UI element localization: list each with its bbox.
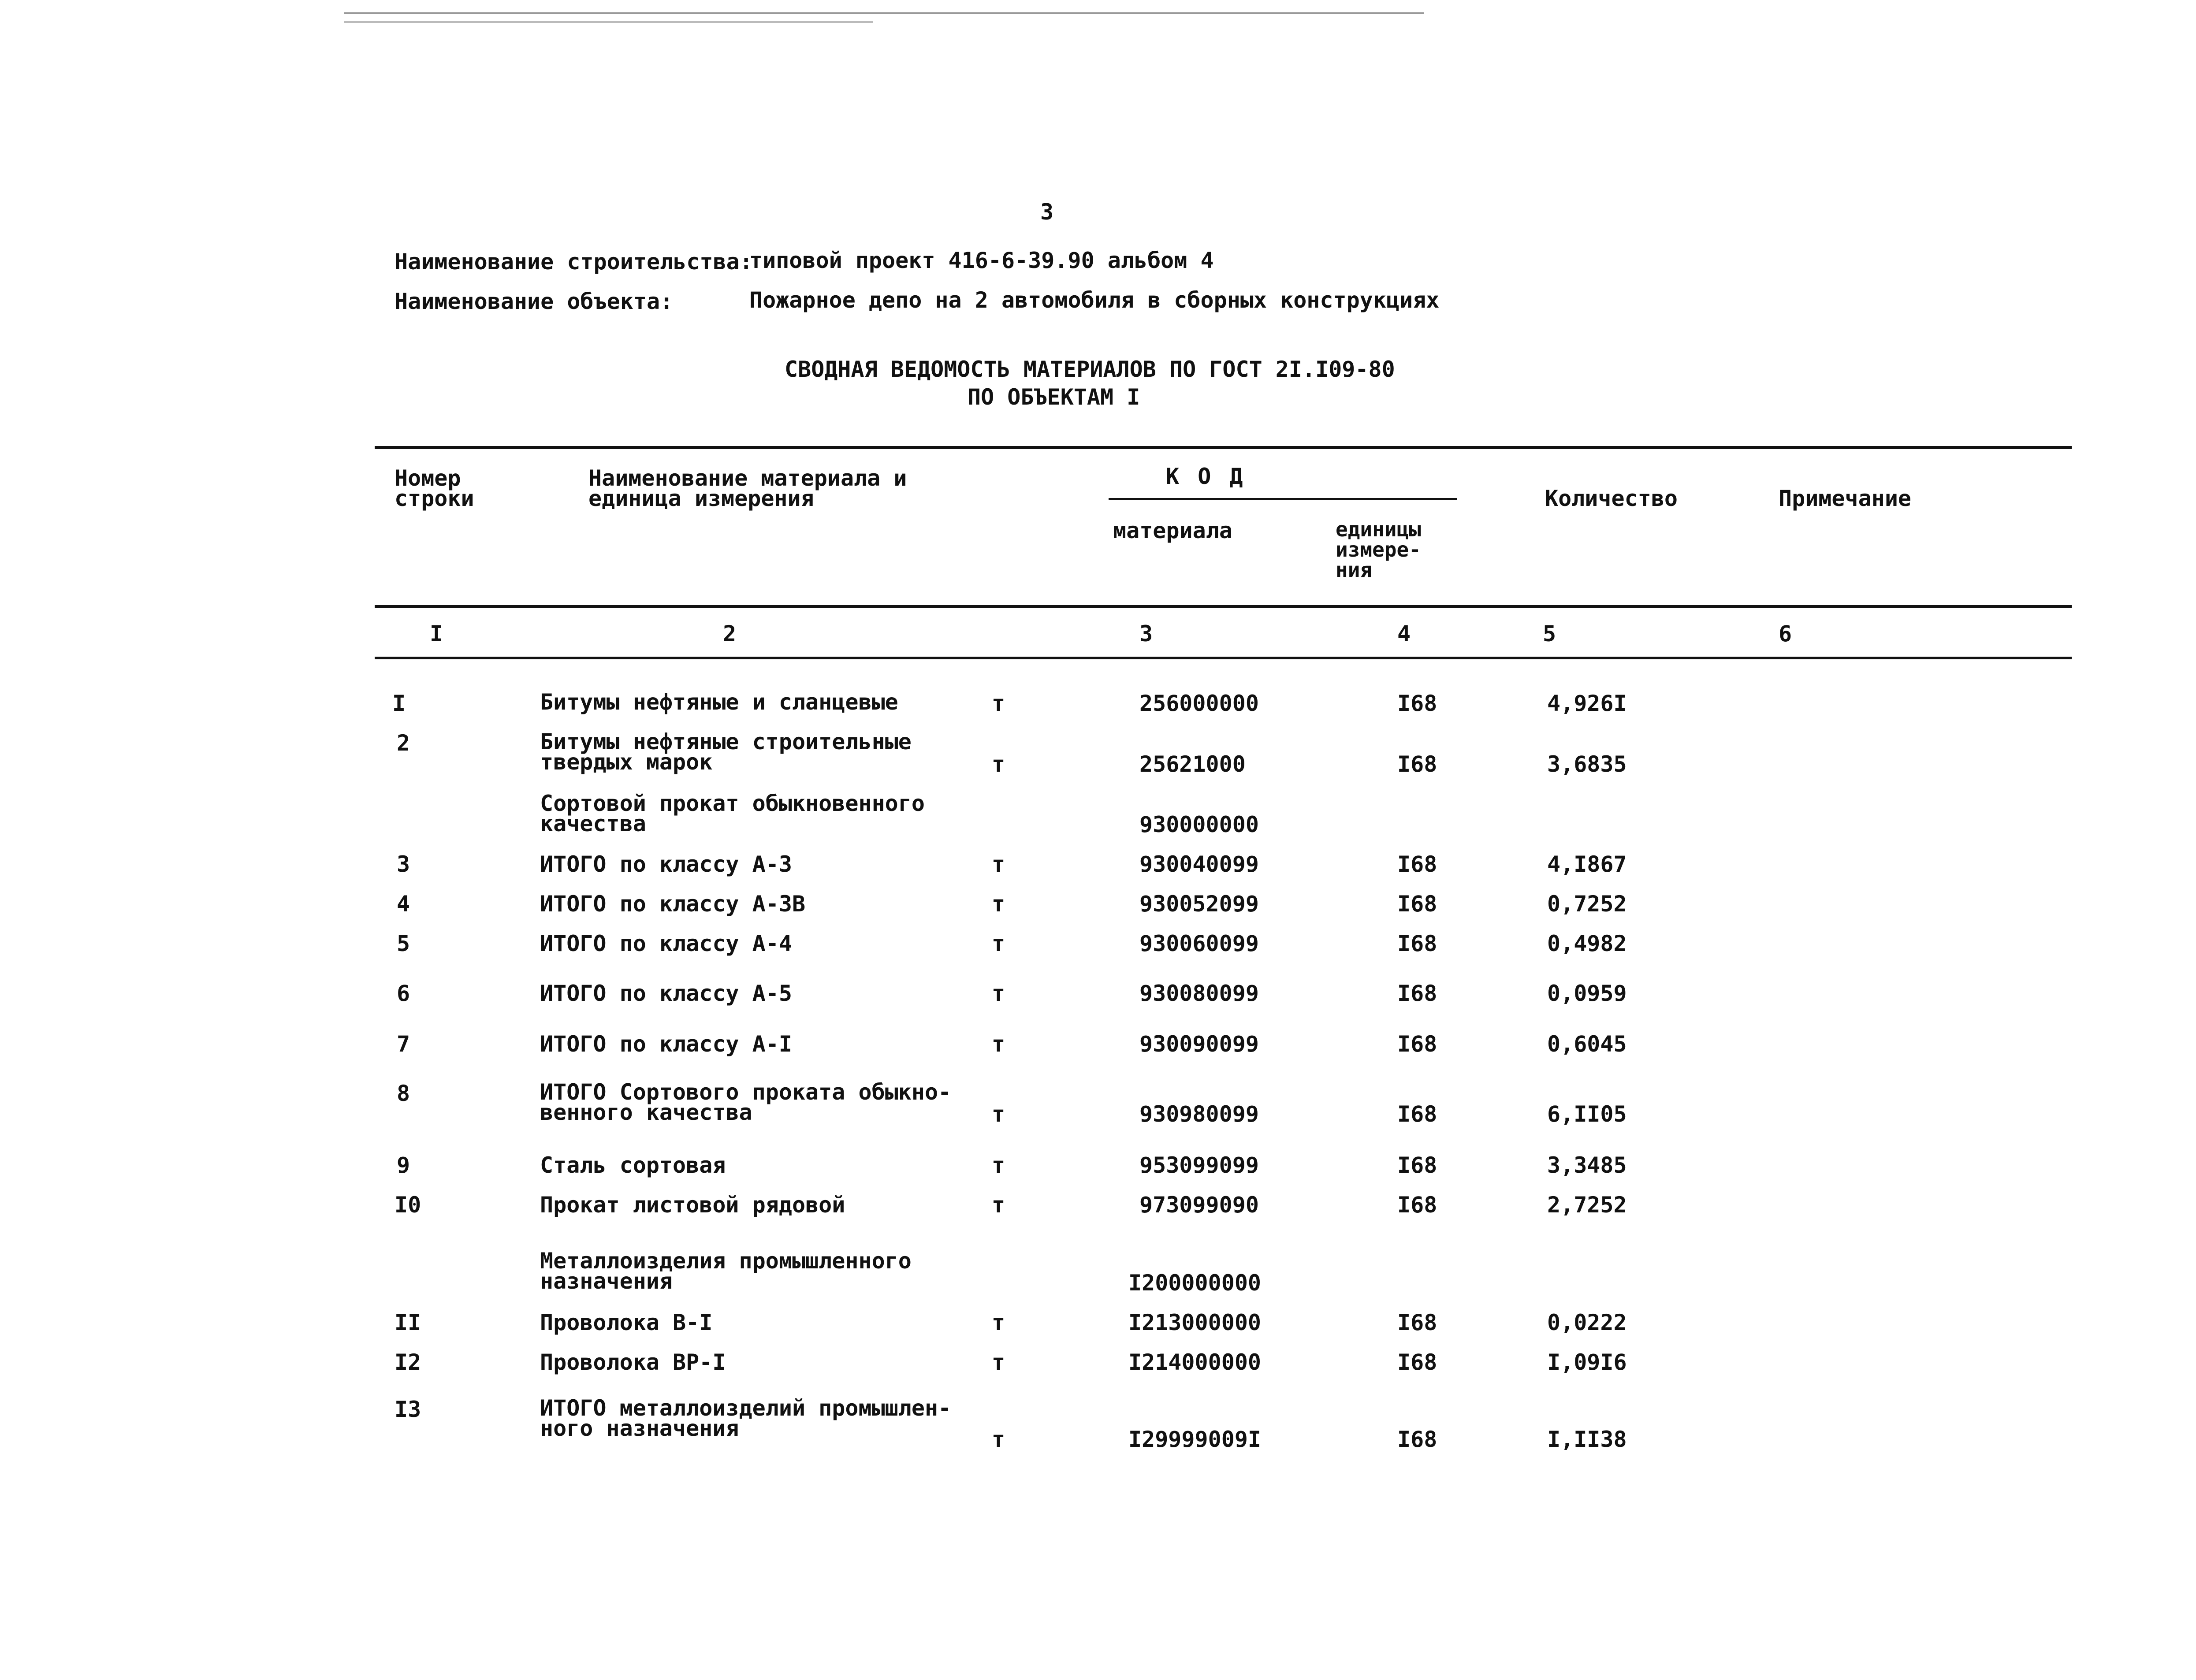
material-name: Проволока В-I [540, 1310, 713, 1335]
quantity: 0,0959 [1547, 981, 1627, 1006]
material-name: ИТОГО по классу А-I [540, 1031, 792, 1057]
material-name: Битумы нефтяные строительные твердых марок [540, 729, 912, 775]
material-code: 930090099 [1139, 1031, 1259, 1057]
unit: т [992, 891, 1005, 917]
unit-code: I68 [1397, 931, 1437, 956]
row-number: I3 [395, 1397, 421, 1422]
quantity: I,II38 [1547, 1427, 1627, 1452]
unit-code: I68 [1397, 891, 1437, 917]
unit-code: I68 [1397, 1152, 1437, 1178]
row-number: 4 [397, 891, 410, 917]
material-name: ИТОГО по классу А-5 [540, 981, 792, 1006]
material-code: I214000000 [1128, 1349, 1262, 1375]
unit-code: I68 [1397, 1349, 1437, 1375]
table-top-border [375, 446, 2072, 449]
unit-code: I68 [1397, 1192, 1437, 1218]
unit: т [992, 1310, 1005, 1335]
column-number-1: I [430, 621, 443, 647]
material-name: Сталь сортовая [540, 1152, 726, 1178]
row-number: 5 [397, 931, 410, 956]
unit-code: I68 [1397, 1427, 1437, 1452]
row-number: 6 [397, 981, 410, 1006]
row-number: 2 [397, 730, 410, 756]
document-subtitle: ПО ОБЪЕКТАМ I [968, 384, 1140, 410]
unit-code: I68 [1397, 981, 1437, 1006]
row-number: 3 [397, 851, 410, 877]
quantity: 6,II05 [1547, 1101, 1627, 1127]
material-name: Прокат листовой рядовой [540, 1192, 845, 1218]
material-name: ИТОГО по классу А-4 [540, 931, 792, 956]
column-number-2: 2 [723, 621, 737, 647]
unit: т [992, 1349, 1005, 1375]
material-code: I213000000 [1128, 1310, 1262, 1335]
material-name: Сортовой прокат обыкновенного качества [540, 791, 925, 836]
unit-code: I68 [1397, 851, 1437, 877]
row-number: I [392, 691, 406, 716]
unit: т [992, 1101, 1005, 1127]
material-code: 256000000 [1139, 691, 1259, 716]
unit: т [992, 1427, 1005, 1452]
quantity: 2,7252 [1547, 1192, 1627, 1218]
row-number: 9 [397, 1152, 410, 1178]
unit: т [992, 691, 1005, 716]
unit-code: I68 [1397, 691, 1437, 716]
header-code-material: материала [1113, 518, 1232, 543]
row-number: I2 [395, 1349, 421, 1375]
column-number-6: 6 [1779, 621, 1792, 647]
header-code-unit: единицы измере- ния [1336, 517, 1421, 582]
unit-code: I68 [1397, 1031, 1437, 1057]
unit: т [992, 1152, 1005, 1178]
object-label: Наименование объекта: [395, 289, 674, 314]
material-code: 930052099 [1139, 891, 1259, 917]
header-material-name: Наименование материала и единица измерения [588, 465, 907, 511]
material-code: 930980099 [1139, 1101, 1259, 1127]
row-number: II [395, 1310, 421, 1335]
material-code: 25621000 [1139, 751, 1246, 777]
header-quantity: Количество [1545, 486, 1678, 511]
quantity: 3,3485 [1547, 1152, 1627, 1178]
column-number-5: 5 [1543, 621, 1556, 647]
scan-artifact-line [344, 21, 873, 23]
document-title: СВОДНАЯ ВЕДОМОСТЬ МАТЕРИАЛОВ ПО ГОСТ 2I.I09-80 [785, 357, 1395, 382]
material-name: ИТОГО Сортового проката обыкно- венного качества [540, 1079, 952, 1125]
column-numbers-border [375, 657, 2072, 659]
quantity: 0,4982 [1547, 931, 1627, 956]
unit: т [992, 1192, 1005, 1218]
column-number-4: 4 [1397, 621, 1411, 647]
quantity: 4,926I [1547, 691, 1627, 716]
construction-value: типовой проект 416-6-39.90 альбом 4 [749, 248, 1214, 273]
header-note: Примечание [1779, 486, 1912, 511]
material-code: I200000000 [1128, 1270, 1262, 1296]
material-code: I29999009I [1128, 1427, 1262, 1452]
material-code: 973099090 [1139, 1192, 1259, 1218]
material-code: 930060099 [1139, 931, 1259, 956]
page-number: 3 [1040, 199, 1054, 225]
row-number: I0 [395, 1192, 421, 1218]
scan-artifact-line [344, 12, 1424, 14]
quantity: 0,6045 [1547, 1031, 1627, 1057]
unit-code: I68 [1397, 751, 1437, 777]
material-name: Битумы нефтяные и сланцевые [540, 689, 898, 715]
quantity: I,09I6 [1547, 1349, 1627, 1375]
quantity: 3,6835 [1547, 751, 1627, 777]
header-bottom-border [375, 605, 2072, 608]
material-name: Металлоизделия промышленного назначения [540, 1248, 912, 1294]
material-code: 953099099 [1139, 1152, 1259, 1178]
material-code: 930040099 [1139, 851, 1259, 877]
header-code: К О Д [1166, 464, 1246, 489]
header-row-number: Номер строки [395, 465, 474, 511]
material-name: Проволока ВР-I [540, 1349, 726, 1375]
quantity: 0,0222 [1547, 1310, 1627, 1335]
construction-label: Наименование строительства: [395, 249, 753, 275]
row-number: 7 [397, 1031, 410, 1057]
unit: т [992, 1031, 1005, 1057]
material-name: ИТОГО по классу А-3 [540, 851, 792, 877]
column-number-3: 3 [1139, 621, 1153, 647]
unit: т [992, 851, 1005, 877]
quantity: 0,7252 [1547, 891, 1627, 917]
material-code: 930080099 [1139, 981, 1259, 1006]
unit-code: I68 [1397, 1310, 1437, 1335]
material-code: 930000000 [1139, 812, 1259, 837]
unit: т [992, 981, 1005, 1006]
material-name: ИТОГО по классу А-3В [540, 891, 806, 917]
object-value: Пожарное депо на 2 автомобиля в сборных конструкциях [749, 287, 1440, 313]
code-header-divider [1109, 498, 1457, 500]
unit: т [992, 931, 1005, 956]
material-name: ИТОГО металлоизделий промышлен- ного назначения [540, 1395, 952, 1441]
quantity: 4,I867 [1547, 851, 1627, 877]
unit-code: I68 [1397, 1101, 1437, 1127]
unit: т [992, 751, 1005, 777]
row-number: 8 [397, 1081, 410, 1106]
